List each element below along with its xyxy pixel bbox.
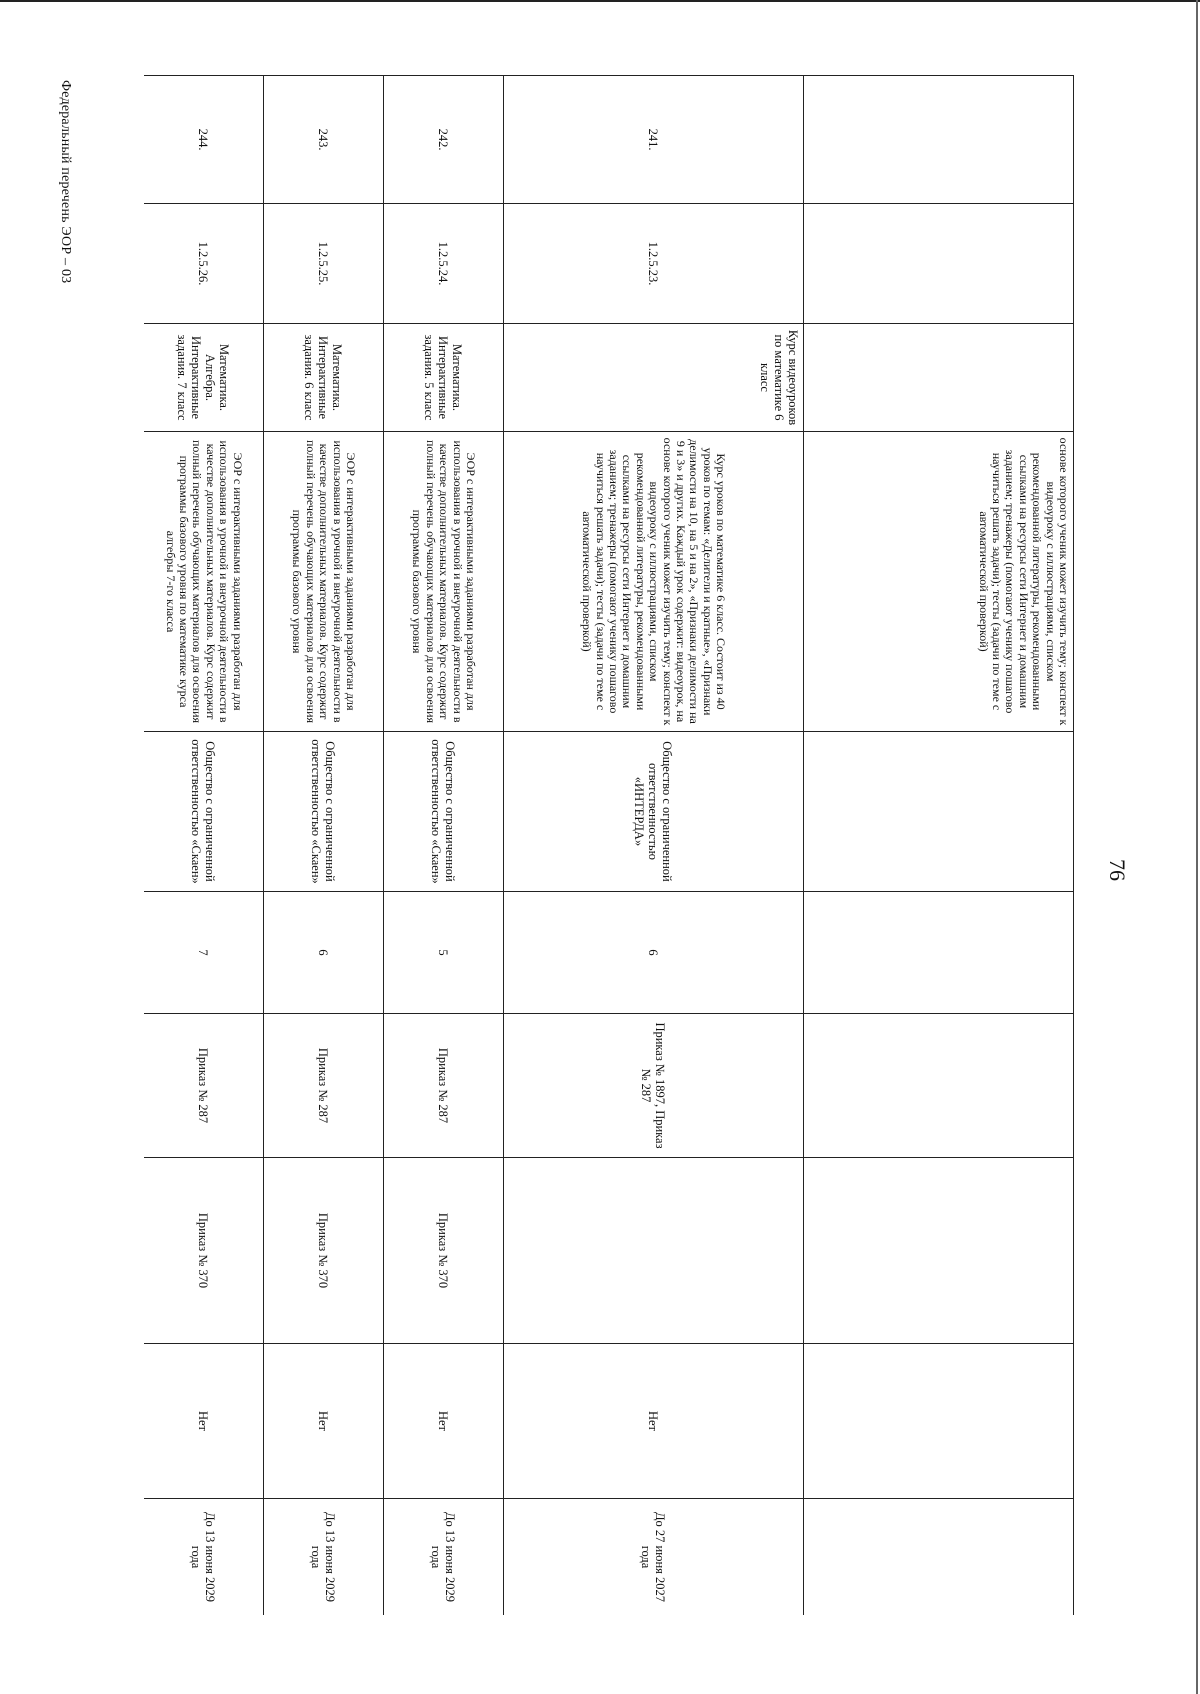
table-row	[264, 76, 384, 1616]
cell-code	[804, 204, 1074, 324]
cell-owner: Общество с ограниченной ответственностью «ИНТЕРДА»	[504, 732, 804, 892]
cell-extra: Нет	[504, 1344, 804, 1499]
cell-grade	[804, 892, 1074, 1014]
cell-owner	[804, 732, 1074, 892]
cell-grade: 5	[384, 892, 504, 1014]
table-row	[504, 76, 804, 1616]
cell-grade: 6	[264, 892, 384, 1014]
cell-code: 1.2.5.25.	[264, 204, 384, 324]
cell-description: основе которого ученик может изучить тему; конспект к видеоуроку с иллюстрациями, списком рекомендованной литературы, рекомендованными ссылками на ресурсы сети Интернет и домашним заданием; тренажеры (помогают ученику пошагово научиться решать задачи); тесты (задачи по теме с автоматической проверкой)	[804, 432, 1074, 732]
cell-owner: Общество с ограниченной ответственностью «Скаен»	[144, 732, 264, 892]
table-row	[384, 76, 504, 1616]
cell-title: Математика. Интерактивные задания. 5 класс	[384, 324, 504, 432]
table-row	[804, 76, 1074, 1616]
cell-order: Приказ № 1897, Приказ № 287	[504, 1014, 804, 1158]
top-border-line	[0, 0, 1200, 2]
cell-description: ЭОР с интерактивными заданиями разработан для использования в урочной и внеурочной деятельности в качестве дополнительных материалов. Курс содержит полный перечень обучающих материалов для освоения программы базового уровня	[384, 432, 504, 732]
cell-num	[804, 76, 1074, 204]
cell-order-2	[804, 1158, 1074, 1344]
cell-order-2: Приказ № 370	[144, 1158, 264, 1344]
cell-term: До 13 июня 2029 года	[264, 1499, 384, 1616]
cell-title: Курс видеоуроков по математике 6 класс	[504, 324, 804, 432]
registry-table	[144, 75, 1074, 1615]
cell-title: Математика. Алгебра. Интерактивные задания. 7 класс	[144, 324, 264, 432]
cell-order: Приказ № 287	[264, 1014, 384, 1158]
cell-code: 1.2.5.24.	[384, 204, 504, 324]
table-row	[144, 76, 264, 1616]
cell-extra: Нет	[264, 1344, 384, 1499]
registry-table-container	[144, 75, 1074, 1615]
cell-order-2: Приказ № 370	[384, 1158, 504, 1344]
cell-num: 242.	[384, 76, 504, 204]
cell-order: Приказ № 287	[144, 1014, 264, 1158]
cell-owner: Общество с ограниченной ответственностью «Скаен»	[264, 732, 384, 892]
rotated-table	[144, 75, 1074, 1615]
right-border-line	[1196, 0, 1198, 1694]
cell-description: ЭОР с интерактивными заданиями разработан для использования в урочной и внеурочной деятельности в качестве дополнительных материалов. Курс содержит полный перечень обучающих материалов для освоения программы базового уровня	[264, 432, 384, 732]
cell-grade: 6	[504, 892, 804, 1014]
cell-code: 1.2.5.26.	[144, 204, 264, 324]
page-number: 76	[1105, 859, 1130, 881]
cell-extra: Нет	[384, 1344, 504, 1499]
cell-num: 243.	[264, 76, 384, 204]
cell-num: 244.	[144, 76, 264, 204]
cell-term: До 13 июня 2029 года	[384, 1499, 504, 1616]
cell-title: Математика. Интерактивные задания. 6 класс	[264, 324, 384, 432]
cell-extra	[804, 1344, 1074, 1499]
cell-order-2: Приказ № 370	[264, 1158, 384, 1344]
cell-term: До 27 июня 2027 года	[504, 1499, 804, 1616]
cell-order: Приказ № 287	[384, 1014, 504, 1158]
cell-extra: Нет	[144, 1344, 264, 1499]
cell-grade: 7	[144, 892, 264, 1014]
cell-description: Курс уроков по математике 6 класс. Состоит из 40 уроков по темам: «Делители и кратные», «Признаки делимости на 10, на 5 и на 2», «Признаки делимости на 9 и 3» и других. Каждый урок содержит: видеоурок, на основе которого ученик может изучить тему; конспект к видеоуроку с иллюстрациями, списком рекомендованной литературы, рекомендованными ссылками на ресурсы сети Интернет и домашним заданием; тренажеры (помогают ученику пошагово научиться решать задачи); тесты (задачи по теме с автоматической проверкой)	[504, 432, 804, 732]
cell-num: 241.	[504, 76, 804, 204]
cell-order	[804, 1014, 1074, 1158]
cell-description: ЭОР с интерактивными заданиями разработан для использования в урочной и внеурочной деятельности в качестве дополнительных материалов. Курс содержит полный перечень обучающих материалов для освоения программы базового уровня по математике курса алгебры 7-го класса	[144, 432, 264, 732]
cell-term	[804, 1499, 1074, 1616]
cell-title	[804, 324, 1074, 432]
cell-order-2	[504, 1158, 804, 1344]
cell-owner: Общество с ограниченной ответственностью «Скаен»	[384, 732, 504, 892]
cell-code: 1.2.5.23.	[504, 204, 804, 324]
cell-term: До 13 июня 2029 года	[144, 1499, 264, 1616]
footer-label: Федеральный перечень ЭОР – 03	[58, 80, 73, 284]
